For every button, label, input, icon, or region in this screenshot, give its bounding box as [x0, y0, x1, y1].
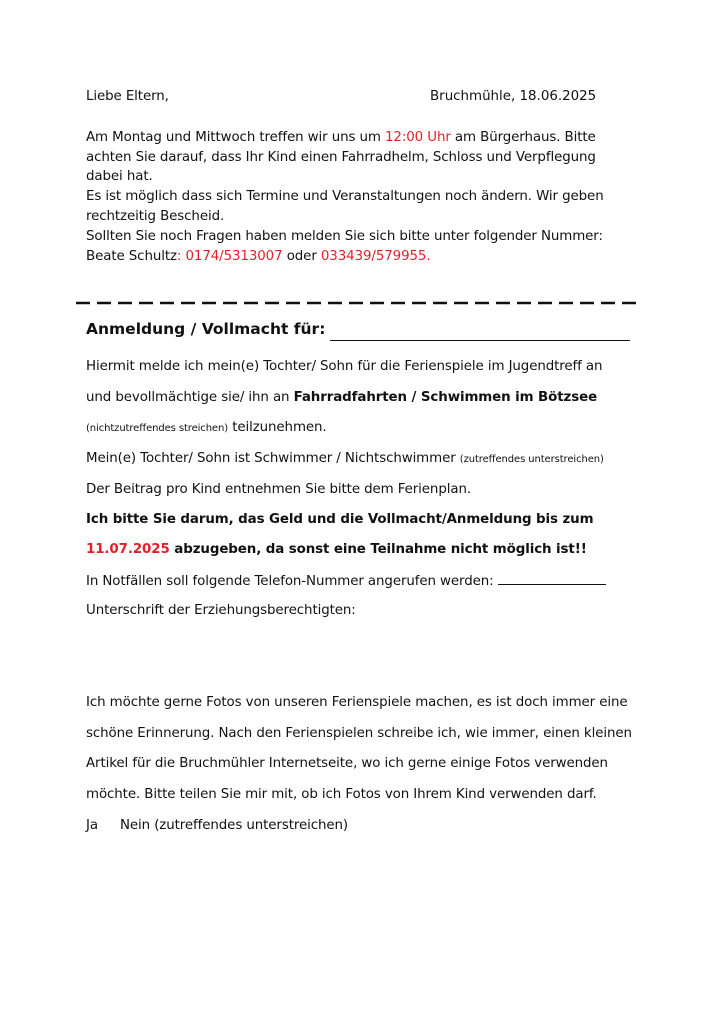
meeting-text-end: am Bürgerhaus. Bitte [450, 130, 596, 145]
paragraph-contact-line1: Sollten Sie noch Fragen haben melden Sie sich bitte unter folgender Nummer: [86, 229, 603, 244]
deadline-date: 11.07.2025 [86, 542, 170, 557]
contact-phone-1: : 0174/5313007 [176, 249, 283, 264]
activities-text: Fahrradfahrten / Schwimmen im Bötzsee [293, 390, 598, 405]
photos-line1: Ich möchte gerne Fotos von unseren Ferienspiele machen, es ist doch immer eine [86, 695, 628, 710]
paragraph-meeting-line2: achten Sie darauf, dass Ihr Kind einen Fahrradhelm, Schloss und Verpflegung [86, 150, 596, 165]
form-line-request: Ich bitte Sie darum, das Geld und die Vollmacht/Anmeldung bis zum [86, 512, 594, 527]
emergency-phone-field[interactable] [498, 572, 606, 585]
photos-line4: möchte. Bitte teilen Sie mir mit, ob ich Fotos von Ihrem Kind verwenden darf. [86, 787, 597, 802]
place-date: Bruchmühle, 18.06.2025 [430, 89, 597, 104]
form-line-participate [86, 420, 327, 435]
paragraph-changes-line1: Es ist möglich dass sich Termine und Veranstaltungen noch ändern. Wir geben [86, 189, 604, 204]
photos-line2: schöne Erinnerung. Nach den Ferienspielen schreibe ich, wie immer, einen kleinen [86, 726, 632, 741]
paragraph-contact-line2 [86, 249, 431, 264]
underline-hint: (zutreffendes unterstreichen) [459, 454, 604, 465]
emergency-text: In Notfällen soll folgende Telefon-Nummer angerufen werden: [86, 574, 494, 589]
consent-no[interactable]: Nein (zutreffendes unterstreichen) [119, 818, 349, 833]
deadline-text: abzugeben, da sonst eine Teilnahme nicht möglich ist!! [169, 542, 587, 557]
form-line-emergency [86, 572, 606, 589]
meeting-text-start: Am Montag und Mittwoch treffen wir uns um [86, 130, 385, 145]
greeting: Liebe Eltern, [86, 89, 169, 104]
paragraph-meeting-line1 [86, 130, 596, 145]
photos-consent [86, 818, 348, 833]
form-heading: Anmeldung / Vollmacht für: [86, 320, 326, 338]
swimmer-text: Mein(e) Tochter/ Sohn ist Schwimmer / Nichtschwimmer [86, 451, 460, 466]
participate-text: teilzunehmen. [228, 420, 327, 435]
form-line-authorization [86, 390, 597, 405]
form-line-fee: Der Beitrag pro Kind entnehmen Sie bitte dem Ferienplan. [86, 482, 471, 497]
paragraph-changes-line2: rechtzeitig Bescheid. [86, 209, 225, 224]
consent-yes[interactable]: Ja [86, 818, 98, 833]
child-name-field[interactable] [330, 340, 630, 341]
contact-or: oder [282, 249, 321, 264]
form-line-signature: Unterschrift der Erziehungsberechtigten: [86, 603, 356, 618]
form-line-swimmer [86, 451, 604, 466]
paragraph-meeting-line3: dabei hat. [86, 169, 153, 184]
contact-name: Beate Schultz [86, 249, 177, 264]
cut-line-divider [76, 297, 646, 309]
photos-line3: Artikel für die Bruchmühler Internetseite, wo ich gerne einige Fotos verwenden [86, 756, 608, 771]
meeting-time: 12:00 Uhr [385, 130, 451, 145]
strike-hint: (nichtzutreffendes streichen) [86, 423, 229, 434]
contact-phone-2: 033439/579955. [320, 249, 431, 264]
form-line-registration: Hiermit melde ich mein(e) Tochter/ Sohn für die Ferienspiele im Jugendtreff an [86, 359, 603, 374]
authorization-text: und bevollmächtige sie/ ihn an [86, 390, 294, 405]
form-line-deadline [86, 542, 587, 557]
